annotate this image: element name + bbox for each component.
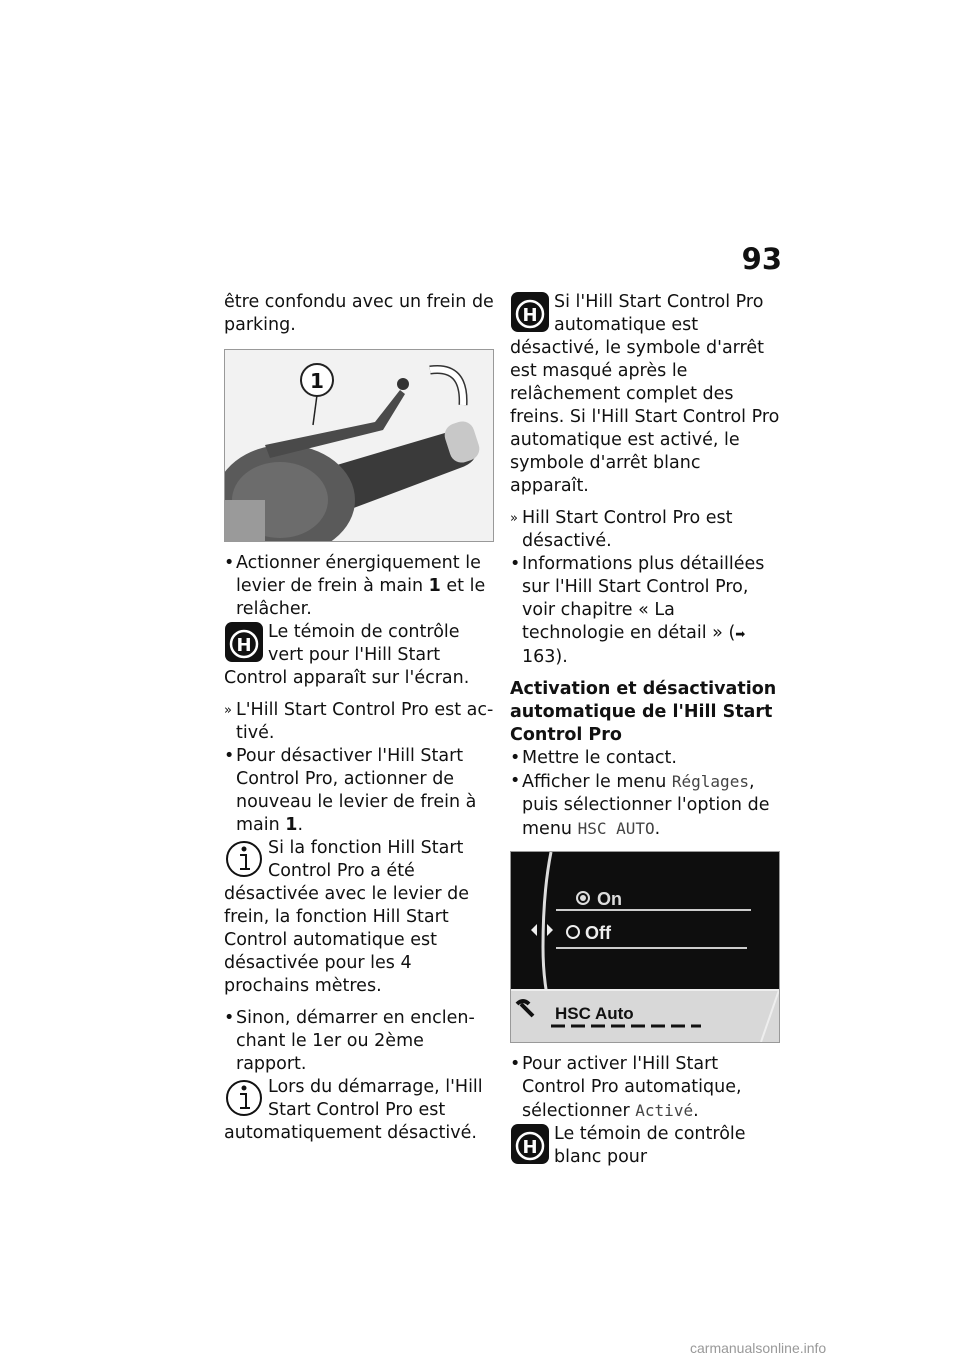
hill-start-icon	[224, 621, 264, 663]
green-indicator-note	[224, 621, 494, 690]
bullet7-end: .	[693, 1101, 699, 1121]
option-off: Off	[585, 923, 611, 943]
note3-text: Le témoin de contrôle blanc pour	[554, 1124, 746, 1167]
instruction-bullet-2	[224, 745, 494, 837]
hsc-auto-screen	[510, 851, 780, 1043]
bullet6-text: Afficher le menu	[522, 772, 672, 792]
hill-start-icon	[510, 291, 550, 333]
intro-text: être confondu avec un frein de parking.	[224, 292, 494, 335]
bullet6-mid: , puis sélectionner l'option de menu	[522, 772, 770, 839]
bullet7-text: Pour activer l'Hill Start Control Pro automatique, sélectionner	[522, 1054, 742, 1121]
screen-title: HSC Auto	[555, 1004, 634, 1023]
svg-text:H: H	[236, 635, 252, 656]
instruction-bullet-4	[510, 553, 782, 669]
option-on: On	[597, 889, 622, 909]
info1-text: Si la fonction Hill Start Control Pro a été désactivée avec le levier de frein, la fonction Hill Start Control automatique est désactivée pour les 4 prochains mètres.	[224, 838, 469, 996]
page-ref-arrow-icon: ➡	[735, 627, 746, 641]
callout-1: 1	[310, 369, 324, 393]
bullet2-ref: 1	[285, 815, 298, 835]
left-column	[224, 291, 494, 1145]
instruction-bullet-1	[224, 552, 494, 621]
instruction-bullet-7	[510, 1053, 782, 1123]
stop-symbol-note	[510, 291, 782, 498]
result-2: » Hill Start Control Pro est désactivé.	[510, 507, 782, 553]
bullet2-text: Pour désactiver l'Hill Start Control Pro, actionner de nouveau le levier de frein à main	[236, 746, 477, 835]
instruction-bullet-3: • Sinon, démarrer en enclen-chant le 1er ou 2ème rapport.	[224, 1007, 494, 1076]
svg-text:H: H	[522, 305, 538, 326]
info-icon	[224, 1076, 264, 1118]
page-number: 93	[741, 242, 782, 276]
section-heading: Activation et désactivation automatique de l'Hill Start Control Pro	[510, 679, 777, 745]
instruction-bullet-6	[510, 770, 782, 841]
bullet1-text: Actionner énergiquement le levier de frein à main	[236, 553, 481, 596]
svg-text:H: H	[522, 1137, 538, 1158]
info2-text: Lors du démarrage, l'Hill Start Control Pro est automatiquement désactivé.	[224, 1077, 483, 1143]
menu-name: Réglages	[671, 772, 749, 791]
menu-option: HSC AUTO	[577, 819, 655, 838]
info-icon	[224, 837, 264, 879]
bullet1-end: et le relâcher.	[236, 576, 486, 619]
bullet4-text: Informations plus détaillées sur l'Hill Start Control Pro, voir chapitre « La technologie en détail » (	[522, 554, 765, 643]
note1-text: Le témoin de contrôle vert pour l'Hill Start Control apparaît sur l'écran.	[224, 622, 470, 688]
white-indicator-note	[510, 1123, 782, 1169]
bullet6-end: .	[654, 819, 661, 839]
hill-start-icon	[510, 1123, 550, 1165]
setting-value: Activé	[635, 1101, 694, 1120]
right-column	[510, 291, 782, 1169]
bullet2-end: .	[297, 815, 304, 835]
bullet1-ref: 1	[428, 576, 441, 596]
info-note-2	[224, 1076, 494, 1145]
watermark-footer: carmanualsonline.info	[690, 1340, 827, 1356]
handlebar-figure	[224, 349, 494, 542]
instruction-bullet-5: • Mettre le contact.	[510, 747, 782, 770]
note2-text: Si l'Hill Start Control Pro automatique est désactivé, le symbole d'arrêt est masqué après le relâchement complet des freins. Si l'Hill Start Control Pro automatique est activé, le symbole d'arrêt blanc apparaît.	[510, 292, 780, 496]
brake-lever-illustration	[225, 350, 493, 541]
info-note-1	[224, 837, 494, 998]
result-1: » L'Hill Start Control Pro est ac-tivé.	[224, 699, 494, 745]
bullet4-end[interactable]: 163).	[522, 647, 568, 667]
